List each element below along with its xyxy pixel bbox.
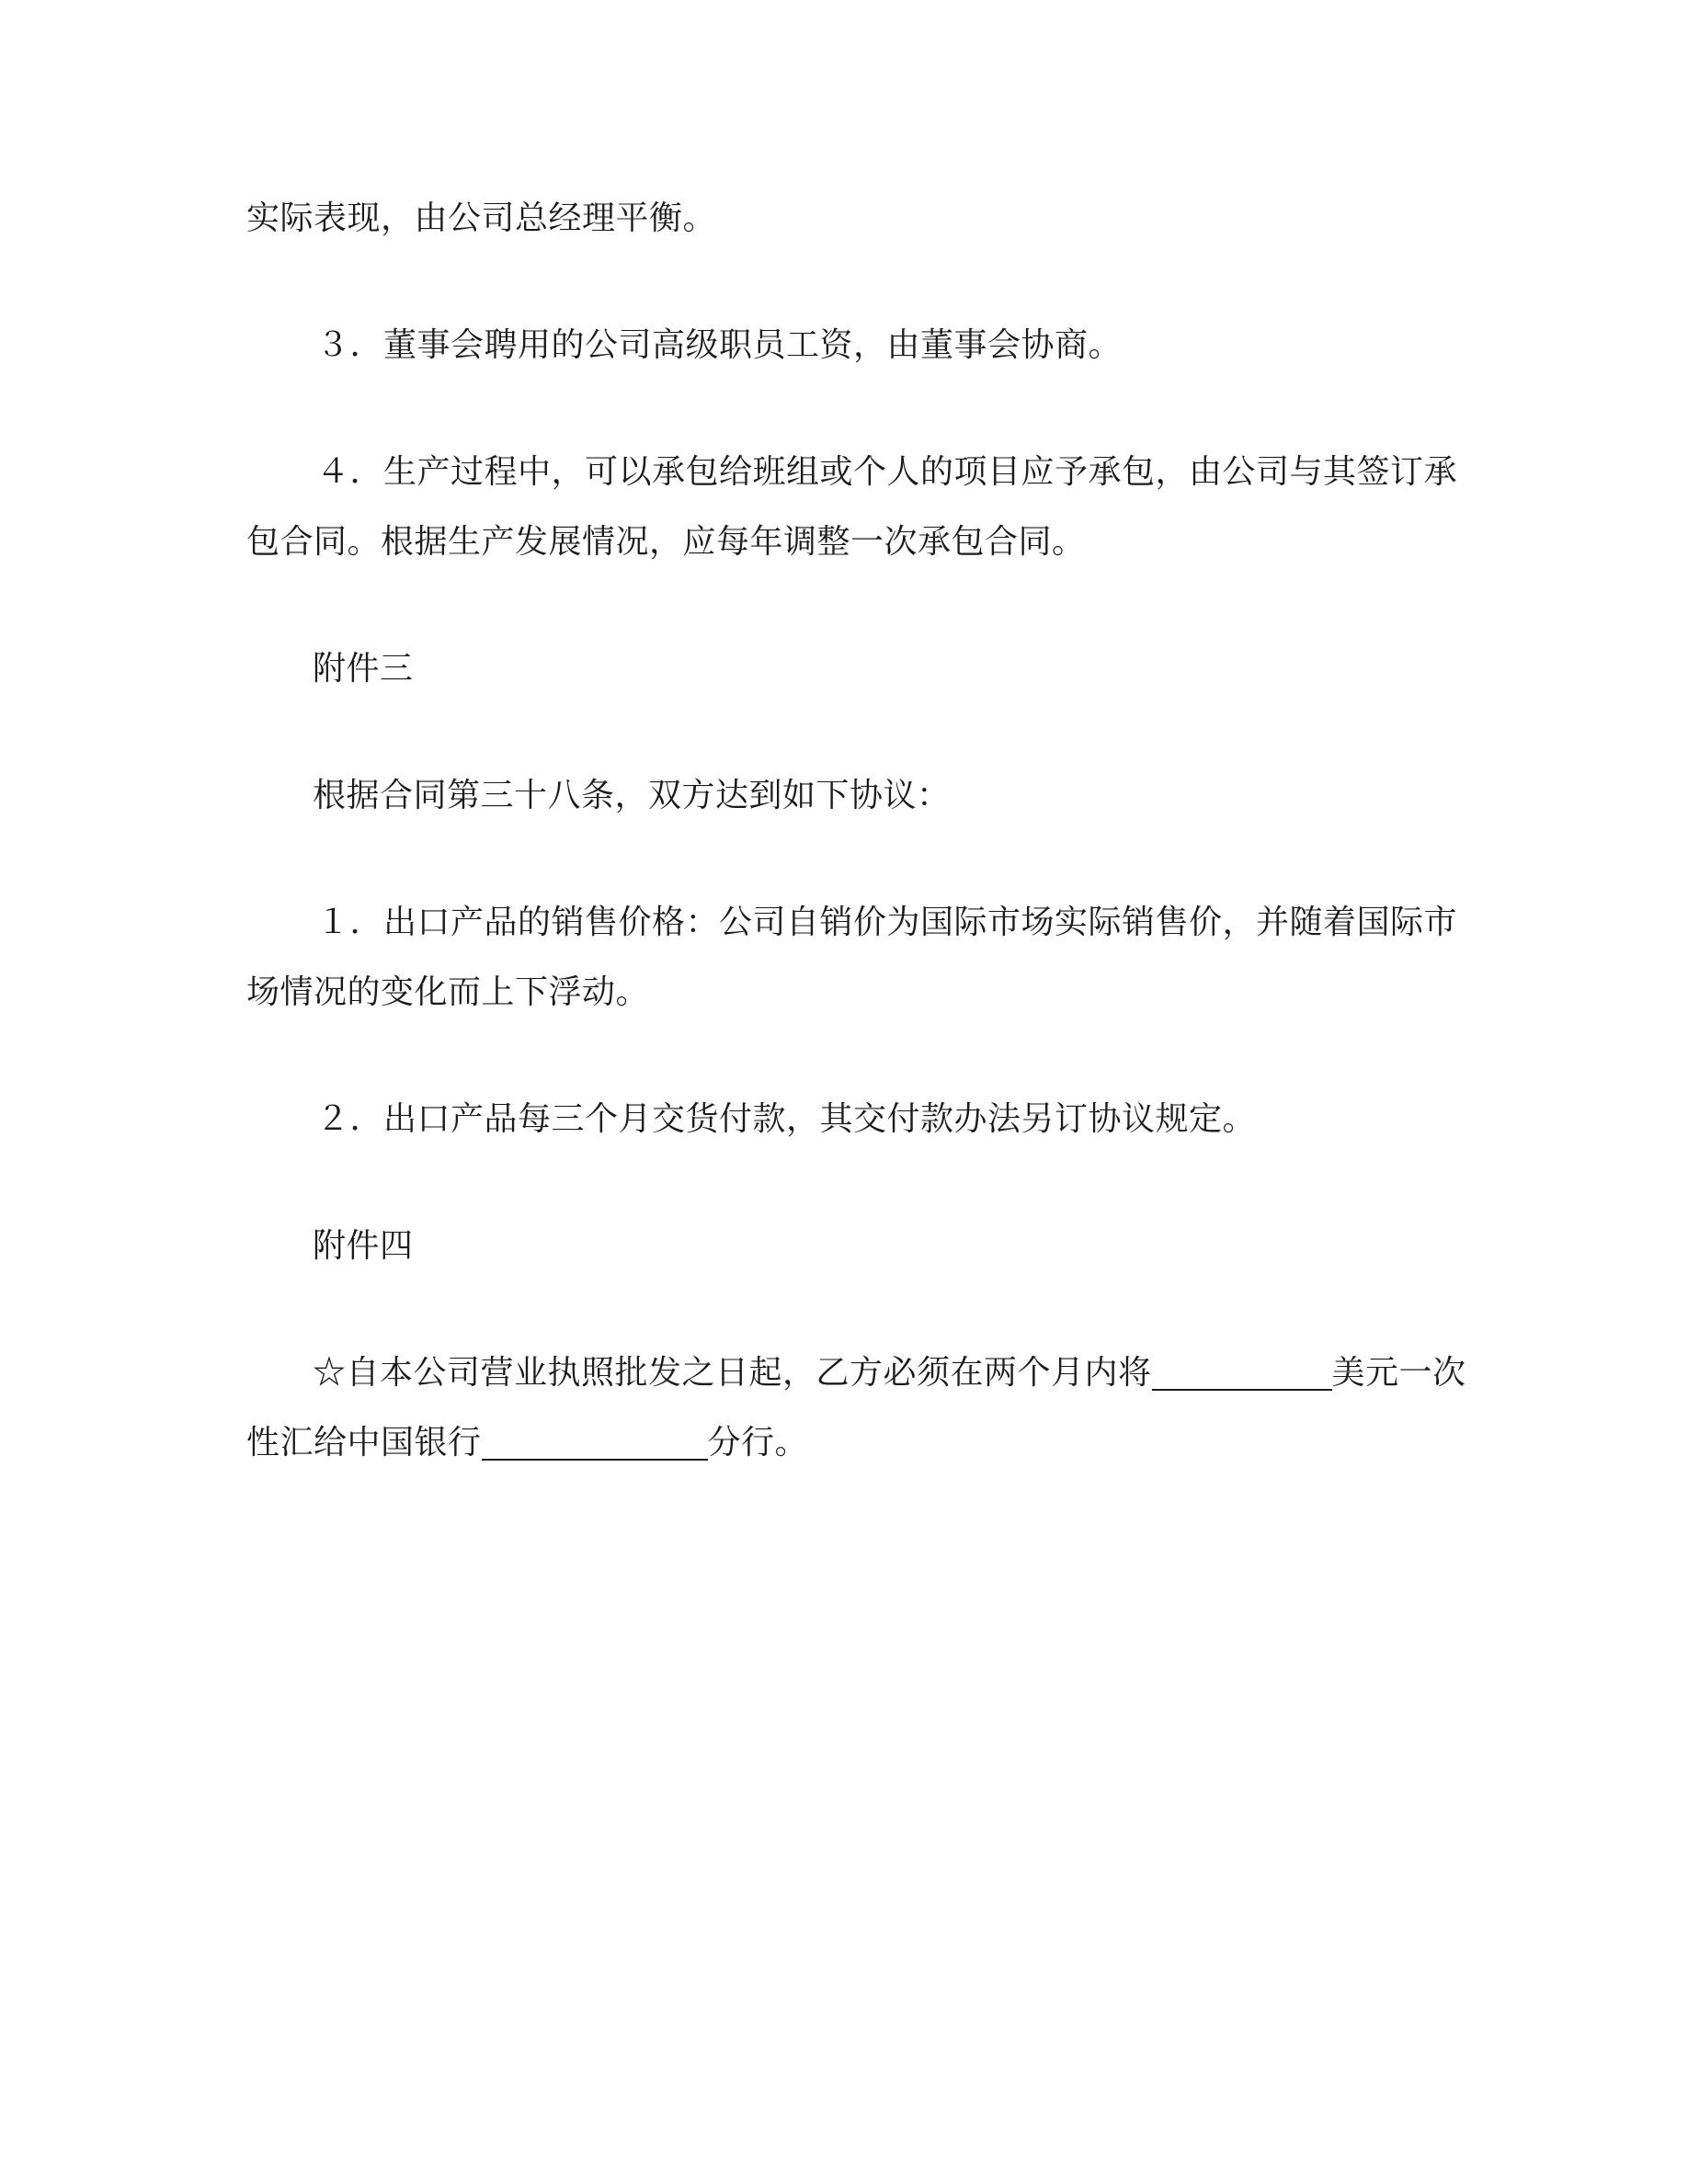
paragraph-remittance [246, 1338, 1466, 1478]
text-line: １．出口产品的销售价格：公司自销价为国际市场实际销售价，并随着国际市 [316, 904, 1458, 941]
text-line [246, 1408, 1442, 1478]
heading-appendix-4 [246, 1211, 1442, 1281]
text-line: 根据合同第三十八条，双方达到如下协议： [313, 777, 951, 814]
text-line: 包合同。根据生产发展情况，应每年调整一次承包合同。 [246, 523, 1086, 561]
paragraph-continuation [246, 184, 1442, 254]
paragraph-item-4 [246, 438, 1458, 577]
text-line: 实际表现，由公司总经理平衡。 [246, 199, 717, 237]
text-line: 场情况的变化而上下浮动。 [246, 973, 650, 1011]
text-segment: ☆自本公司营业执照批发之日起，乙方必须在两个月内将 [313, 1354, 1152, 1392]
paragraph-item-3 [246, 311, 1442, 381]
text-segment: 性汇给中国银行 [246, 1424, 482, 1462]
bank-branch-blank [482, 1426, 708, 1461]
text-line: ３．董事会聘用的公司高级职员工资，由董事会协商。 [316, 326, 1123, 364]
paragraph-item-1 [246, 888, 1458, 1028]
text-segment: 分行。 [707, 1424, 809, 1462]
paragraph-item-2 [246, 1085, 1442, 1155]
text-line: ２．出口产品每三个月交货付款，其交付款办法另订协议规定。 [316, 1100, 1257, 1138]
usd-amount-blank [1152, 1356, 1332, 1391]
text-segment: 美元一次 [1331, 1354, 1466, 1392]
heading-appendix-3 [246, 634, 1442, 704]
text-line: ４．生产过程中，可以承包给班组或个人的项目应予承包，由公司与其签订承 [316, 453, 1458, 491]
text-line [246, 1338, 1466, 1408]
text-line: 附件四 [313, 1227, 414, 1265]
paragraph-agreement-intro [246, 761, 1442, 831]
text-line: 附件三 [313, 650, 414, 688]
